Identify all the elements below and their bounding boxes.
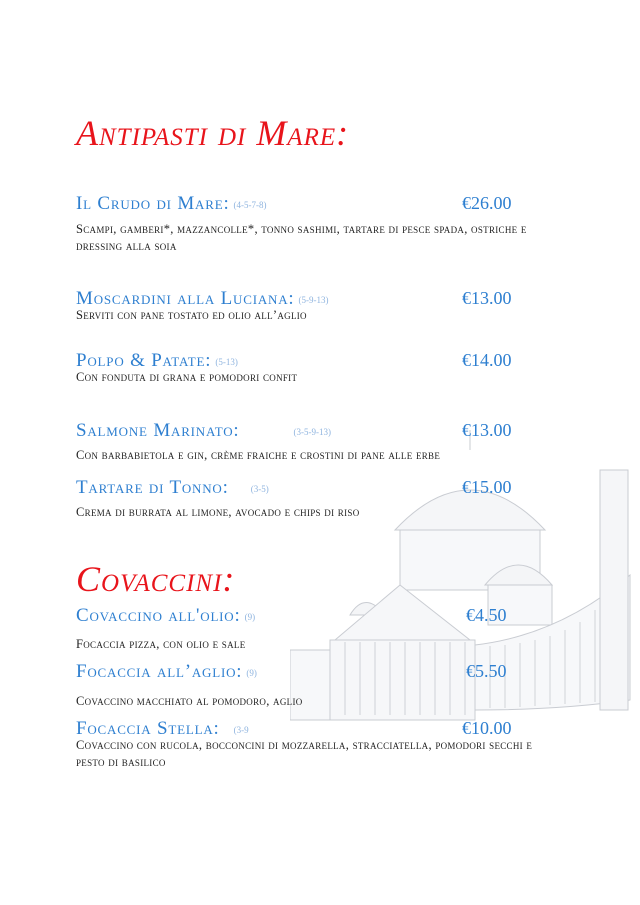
menu-item-price: €14.00 [462,350,512,370]
allergens: (9) [244,612,256,622]
menu-item-description: Scampi, gamberi*, mazzancolle*, tonno sashimi, tartare di pesce spada, ostriche e dressing alla soia [76,222,527,253]
menu-item-description: Covaccino macchiato al pomodoro, aglio [76,694,303,708]
menu-item-description: Focaccia pizza, con olio e sale [76,637,246,651]
menu-item-price: €13.00 [462,288,512,308]
menu-item-price: €5.50 [466,661,507,681]
allergens: (3-9 [233,725,249,735]
menu-item-description: Crema di burrata al limone, avocado e chips di riso [76,505,360,519]
menu-item-price: €10.00 [462,718,512,738]
menu-item-name: Moscardini alla Luciana: (5-9-13) [76,288,329,309]
menu-item-name: Salmone Marinato: (3-5-9-13) [76,420,332,441]
menu-item-price: €15.00 [462,477,512,497]
section-title-antipasti: Antipasti di Mare: [76,113,350,153]
menu-item-name: Focaccia all’aglio: (9) [76,661,257,682]
allergens: (3-5) [250,484,269,494]
menu-item-description: Serviti con pane tostato ed olio all’aglio [76,308,307,322]
menu-item-price: €26.00 [462,193,512,213]
menu-item-name: Covaccino all'olio: (9) [76,605,256,626]
menu-item-price: €13.00 [462,420,512,440]
allergens: (5-13) [215,357,238,367]
menu-item-price: €4.50 [466,605,507,625]
menu-item-name: Il Crudo di Mare: (4-5-7-8) [76,193,267,214]
allergens: (9) [246,668,257,678]
menu-item-description: Con barbabietola e gin, crème fraiche e crostini di pane alle erbe [76,448,441,462]
menu-item-name: Tartare di Tonno: (3-5) [76,477,269,498]
allergens: (3-5-9-13) [293,427,332,437]
allergens: (4-5-7-8) [233,200,267,210]
menu-item-name: Polpo & Patate: (5-13) [76,350,238,371]
section-title-covaccini: Covaccini: [76,559,236,599]
allergens: (5-9-13) [298,295,329,305]
menu-item-description: Con fonduta di grana e pomodori confit [76,370,298,384]
menu-item-description: Covaccino con rucola, bocconcini di mozzarella, stracciatella, pomodori secchi e pesto di basilico [76,738,533,769]
menu-item-name: Focaccia Stella: (3-9 [76,718,249,739]
